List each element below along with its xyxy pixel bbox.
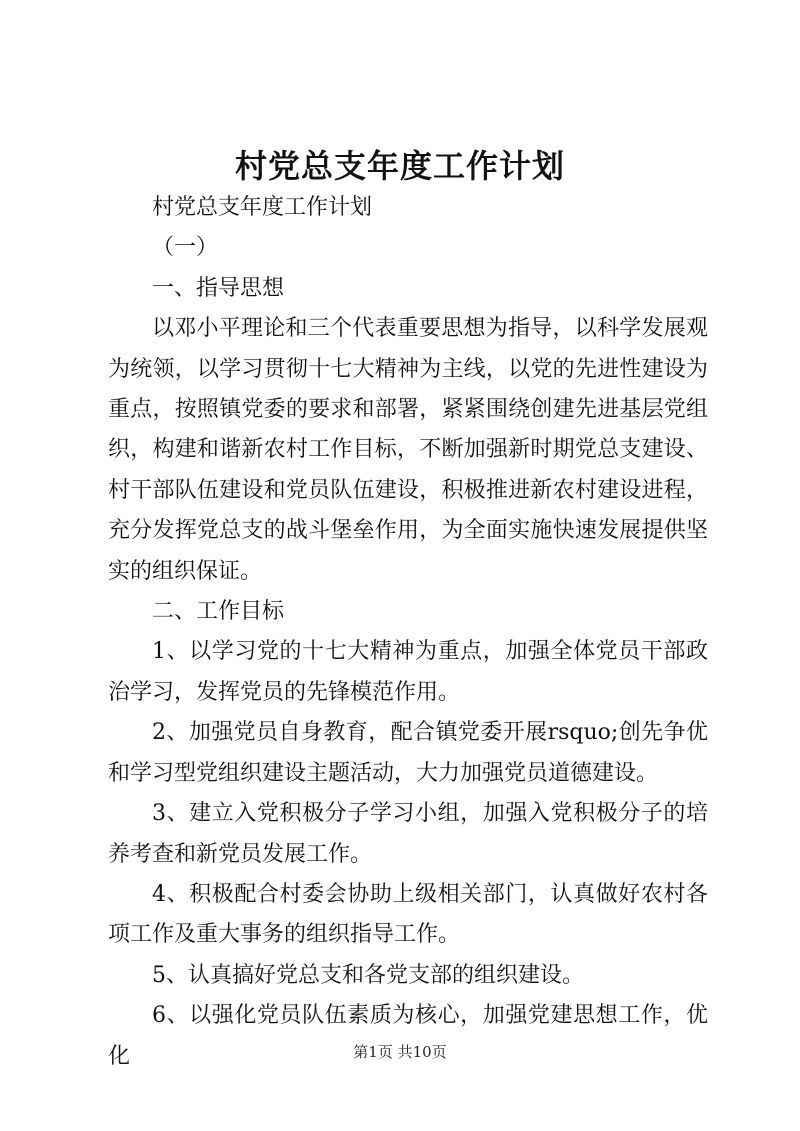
- heading-guiding-ideology: 一、指导思想: [152, 275, 285, 301]
- goal-item-3: 3、建立入党积极分子学习小组，加强入党积极分子的培养考查和新党员发展工作。: [108, 801, 708, 867]
- goal-item-4: 4、积极配合村委会协助上级相关部门，认真做好农村各项工作及重大事务的组织指导工作。: [108, 881, 708, 948]
- document-title: 村党总支年度工作计划: [234, 147, 565, 185]
- paragraph-guiding-ideology: 以邓小平理论和三个代表重要思想为指导，以科学发展观为统领，以学习贯彻十七大精神为主线，以党的先进性建设为重点，按照镇党委的要求和部署，紧紧围绕创建先进基层党组织，构建和谐新农村工作目标，不断加强新时期党总支建设、村干部队伍建设和党员队伍建设，积极推进新农村建设进程，充分发挥党总支的战斗堡垒作用，为全面实施快速发展提供坚实的组织保证。: [108, 316, 708, 584]
- goal-item-2: 2、加强党员自身教育，配合镇党委开展rsquo;创先争优和学习型党组织建设主题活动，大力加强党员道德建设。: [108, 720, 708, 786]
- goal-item-5: 5、认真搞好党总支和各党支部的组织建设。: [152, 962, 584, 988]
- goal-item-1: 1、以学习党的十七大精神为重点，加强全体党员干部政治学习，发挥党员的先锋模范作用。: [108, 639, 708, 705]
- heading-work-goals: 二、工作目标: [152, 599, 285, 625]
- paragraph-subtitle: 村党总支年度工作计划: [152, 195, 373, 220]
- paragraph-section-number: （一）: [152, 235, 219, 261]
- document-body: [108, 188, 708, 1077]
- goal-item-6: 6、以强化党员队伍素质为核心，加强党建思想工作，优化: [108, 1003, 708, 1069]
- page-footer: 第1页 共10页: [353, 1043, 447, 1061]
